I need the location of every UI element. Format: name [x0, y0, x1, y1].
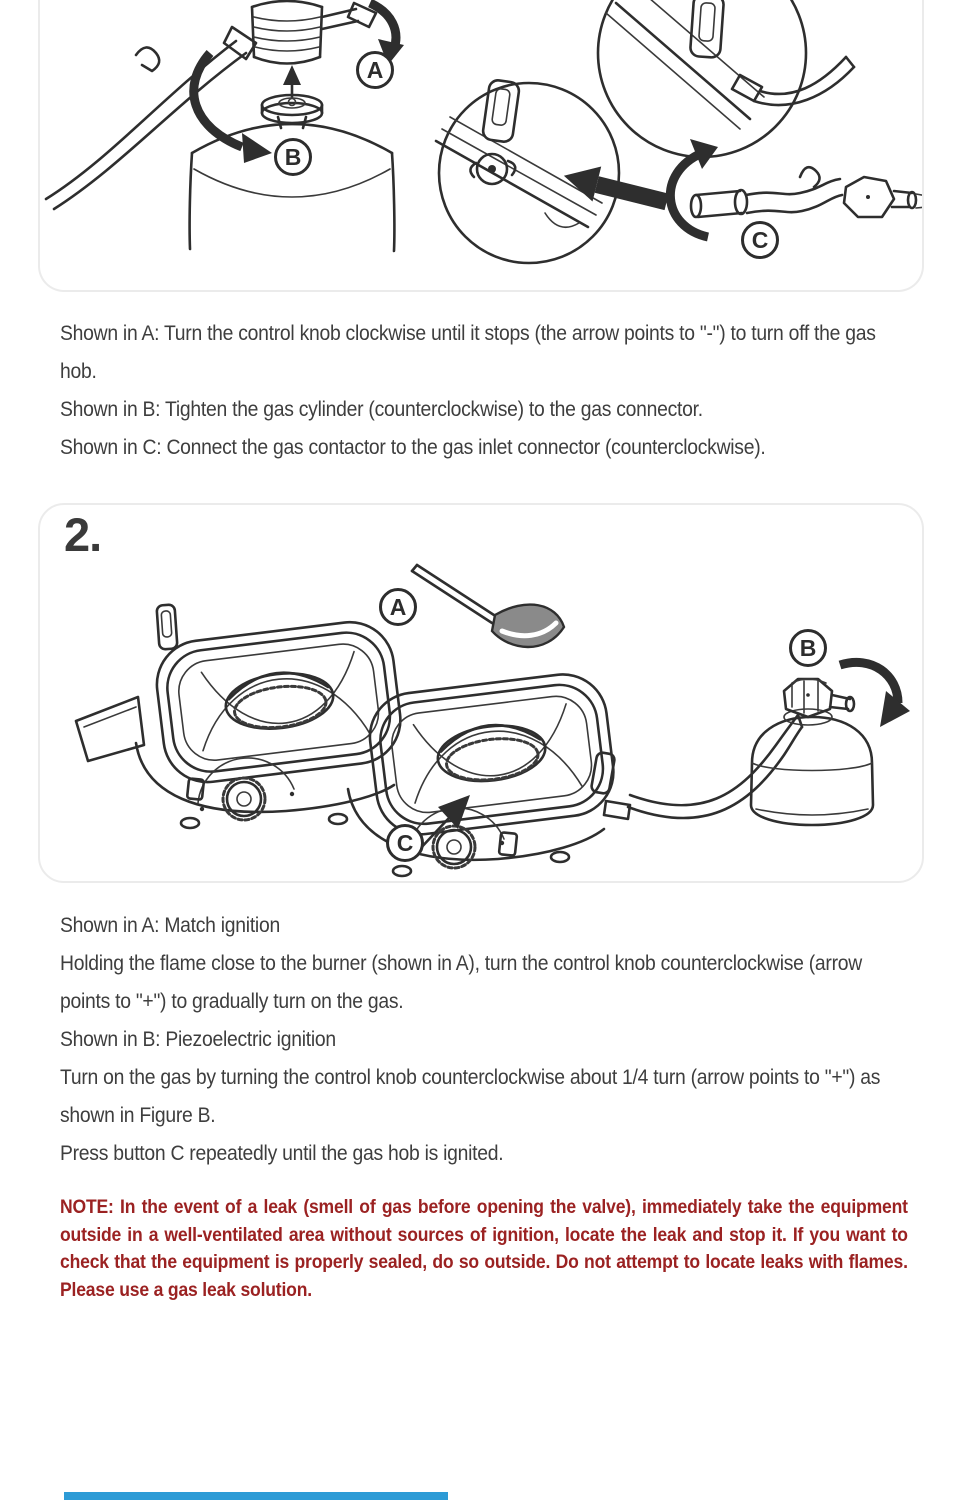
label-a-step2: A [379, 588, 417, 626]
safety-note-text: NOTE: In the event of a leak (smell of gas before opening the valve), immediately take the equipment outside in a well-ventilated area without sources of ignition, locate the leak and stop it. If you want to check that the equipment is properly sealed, do so outside. Do not attempt to locate leaks with flames. Please use a gas leak solution. [60, 1196, 908, 1301]
step2-number: 2. [64, 508, 102, 561]
label-b-step1: B [274, 138, 312, 176]
zoom-circle-top [598, 0, 854, 157]
step2-line-b-body: Turn on the gas by turning the control knob counterclockwise about 1/4 turn (arrow points to "+") as shown in Figure B. [60, 1065, 881, 1127]
step2-illustration [40, 505, 922, 881]
step2-line-b-title: Shown in B: Piezoelectric ignition [60, 1027, 336, 1051]
step2-line-a-title: Shown in A: Match ignition [60, 913, 280, 937]
step1-instructions [60, 314, 908, 466]
bottom-accent-bar [64, 1492, 448, 1500]
step2-panel [38, 503, 924, 883]
hose-drawing [46, 27, 256, 209]
step1-line-a: Shown in A: Turn the control knob clockwise until it stops (the arrow points to "-") to turn off the gas hob. [60, 321, 876, 383]
label-c-step2: C [386, 824, 424, 862]
step2-line-a-body: Holding the flame close to the burner (shown in A), turn the control knob counterclockwise (arrow points to "+") to gradually turn on the gas. [60, 951, 862, 1013]
match-drawing [412, 565, 564, 647]
stove-right-front [348, 752, 630, 876]
stove-left-front [136, 743, 394, 828]
stove-left-burner [152, 617, 406, 787]
step1-line-c: Shown in C: Connect the gas contactor to the gas inlet connector (counterclockwise). [60, 435, 766, 459]
gas-regulator-drawing [252, 1, 376, 64]
label-c-step1: C [741, 221, 779, 259]
step2-instructions [60, 906, 908, 1172]
step1-panel [38, 0, 924, 292]
attach-arrow [283, 65, 301, 97]
gas-contactor-drawing [691, 167, 922, 217]
safety-note [60, 1194, 908, 1304]
stove-right-burner [365, 669, 619, 839]
label-b-step2: B [789, 629, 827, 667]
hose-drawing-2 [628, 715, 802, 818]
step1-line-b: Shown in B: Tighten the gas cylinder (counterclockwise) to the gas connector. [60, 397, 703, 421]
label-a-step1: A [356, 51, 394, 89]
arrow-b2 [840, 662, 910, 727]
step1-illustration [40, 0, 922, 290]
step2-line-c: Press button C repeatedly until the gas hob is ignited. [60, 1141, 504, 1165]
